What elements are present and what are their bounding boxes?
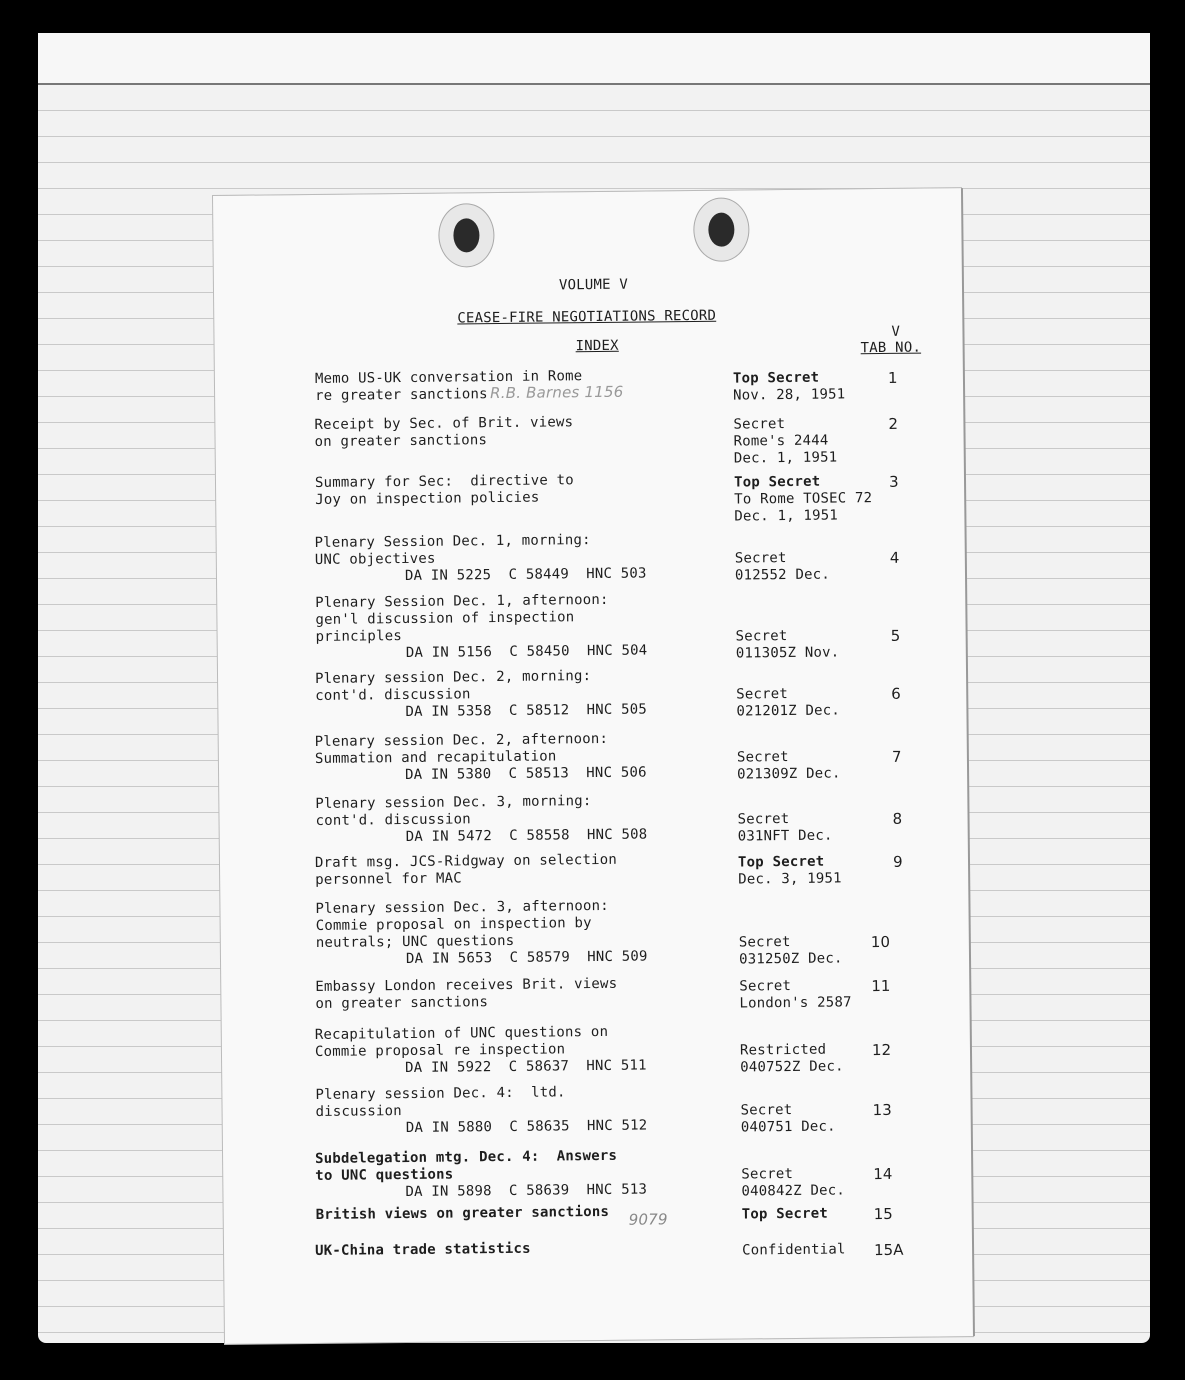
entry-tab-number: 4 <box>889 548 900 567</box>
record-title: CEASE-FIRE NEGOTIATIONS RECORD <box>457 307 717 327</box>
entry-classification: Secret <box>741 1165 794 1183</box>
entry-subject-line: on greater sanctions <box>314 432 488 450</box>
entry-tab-number: 7 <box>891 747 902 766</box>
entry-classification: Confidential <box>741 1241 846 1259</box>
entry-tab-number: 2 <box>888 414 899 433</box>
entry-message-refs: DA IN 5358 C 58512 HNC 505 <box>405 701 648 721</box>
entry-subject-line: Summation and recapitulation <box>314 748 557 767</box>
entry-subject-line: Receipt by Sec. of Brit. views <box>314 414 574 433</box>
entry-classification: Restricted <box>739 1041 827 1059</box>
entry-tab-number: 11 <box>871 976 891 996</box>
handwritten-annotation: R.B. Barnes 1156 <box>489 382 624 403</box>
entry-reference: 021201Z Dec. <box>736 702 841 720</box>
entry-subject-line: British views on greater sanctions <box>315 1203 610 1223</box>
entry-tab-number: 5 <box>890 626 901 645</box>
entry-reference: Dec. 1, 1951 <box>733 449 838 467</box>
punch-hole-right <box>708 213 734 247</box>
entry-reference: 040842Z Dec. <box>741 1182 846 1200</box>
entry-reference: To Rome TOSEC 72 <box>734 490 873 508</box>
entry-tab-number: 15A <box>873 1240 904 1260</box>
index-heading: INDEX <box>575 337 619 355</box>
entry-classification: Secret <box>739 977 792 995</box>
entry-subject-line: UNC objectives <box>314 550 436 568</box>
entry-reference: 040751 Dec. <box>740 1118 836 1136</box>
entry-message-refs: DA IN 5898 C 58639 HNC 513 <box>405 1181 648 1201</box>
entry-reference: Dec. 3, 1951 <box>738 870 842 888</box>
entry-reference: 040752Z Dec. <box>740 1058 844 1076</box>
entry-reference: London's 2587 <box>739 994 852 1012</box>
entry-reference: Rome's 2444 <box>733 432 829 450</box>
entry-subject-line: on greater sanctions <box>315 994 489 1012</box>
entry-subject-line: Commie proposal on inspection by <box>315 915 592 934</box>
entry-subject-line: cont'd. discussion <box>315 811 471 829</box>
entry-classification: Secret <box>736 749 789 766</box>
entry-subject-line: Plenary session Dec. 2, morning: <box>314 668 592 687</box>
entry-subject-line: Draft msg. JCS-Ridgway on selection <box>314 851 618 871</box>
entry-classification: Top Secret <box>741 1205 829 1223</box>
entry-subject-line: Plenary session Dec. 2, afternoon: <box>314 730 609 750</box>
entry-reference: 012552 Dec. <box>734 566 831 584</box>
entry-subject-line: Commie proposal re inspection <box>314 1041 566 1060</box>
entry-subject-line: gen'l discussion of inspection <box>315 609 575 628</box>
entry-classification: Secret <box>735 628 788 645</box>
entry-subject-line: Plenary session Dec. 4: ltd. <box>315 1084 566 1103</box>
entry-subject-line: Recapitulation of UNC questions on <box>314 1023 609 1043</box>
entry-tab-number: 6 <box>891 684 901 703</box>
entry-reference: 031250Z Dec. <box>738 950 843 968</box>
entry-subject-line: to UNC questions <box>315 1166 454 1184</box>
entry-classification: Top Secret <box>732 369 820 387</box>
entry-tab-number: 12 <box>871 1040 892 1060</box>
index-sheet <box>213 188 973 1344</box>
entry-classification: Secret <box>737 810 790 828</box>
margin-note: 9079 <box>628 1210 668 1229</box>
entry-subject-line: Summary for Sec: directive to <box>314 472 574 491</box>
entry-classification: Secret <box>733 416 786 433</box>
entry-classification: Top Secret <box>733 473 821 491</box>
entry-tab-number: 1 <box>887 368 898 387</box>
entry-tab-number: 10 <box>870 932 891 952</box>
entry-message-refs: DA IN 5922 C 58637 HNC 511 <box>405 1057 647 1077</box>
entry-subject-line: Plenary session Dec. 3, afternoon: <box>315 897 609 917</box>
entry-reference: 011305Z Nov. <box>735 644 840 662</box>
entry-classification: Secret <box>736 686 789 703</box>
entry-message-refs: DA IN 5472 C 58558 HNC 508 <box>405 826 648 846</box>
entry-tab-number: 15 <box>873 1204 893 1224</box>
entry-message-refs: DA IN 5880 C 58635 HNC 512 <box>405 1117 648 1137</box>
entry-message-refs: DA IN 5380 C 58513 HNC 506 <box>404 764 647 784</box>
entry-reference: Nov. 28, 1951 <box>733 386 846 404</box>
entry-subject-line: Memo US-UK conversation in Rome <box>314 368 583 387</box>
entry-tab-number: 13 <box>872 1100 892 1120</box>
tab-volume-label: V <box>891 323 901 340</box>
tab-no-heading: TAB NO. <box>860 339 922 357</box>
entry-subject-line: Plenary Session Dec. 1, morning: <box>314 532 591 551</box>
entry-subject-line: Plenary session Dec. 3, morning: <box>315 793 592 812</box>
entry-subject-line: Embassy London receives Brit. views <box>315 975 618 995</box>
entry-tab-number: 9 <box>892 852 903 871</box>
entry-classification: Secret <box>738 933 791 951</box>
top-band <box>38 33 1150 85</box>
entry-subject-line: principles <box>315 628 402 645</box>
entry-subject-line: Joy on inspection policies <box>315 489 540 508</box>
entry-tab-number: 14 <box>873 1164 893 1184</box>
entry-subject-line: UK-China trade statistics <box>314 1240 531 1259</box>
entry-message-refs: DA IN 5653 C 58579 HNC 509 <box>405 948 648 968</box>
entry-tab-number: 8 <box>892 809 903 828</box>
entry-subject-line: personnel for MAC <box>315 870 462 888</box>
entry-message-refs: DA IN 5156 C 58450 HNC 504 <box>405 642 648 662</box>
entry-message-refs: DA IN 5225 C 58449 HNC 503 <box>404 565 647 585</box>
entry-reference: Dec. 1, 1951 <box>734 507 839 525</box>
entry-classification: Top Secret <box>737 853 825 871</box>
entry-reference: 021309Z Dec. <box>737 765 841 783</box>
entry-classification: Secret <box>734 550 787 567</box>
entry-subject-line: Plenary Session Dec. 1, afternoon: <box>315 591 609 611</box>
entry-tab-number: 3 <box>888 472 899 491</box>
entry-reference: 031NFT Dec. <box>737 827 833 845</box>
entry-subject-line: neutrals; UNC questions <box>315 932 515 951</box>
entry-subject-line: re greater sanctions <box>315 386 488 404</box>
entry-subject-line: Subdelegation mtg. Dec. 4: Answers <box>315 1147 618 1167</box>
punch-hole-left <box>453 218 479 252</box>
entry-subject-line: discussion <box>315 1103 402 1120</box>
volume-label: VOLUME V <box>558 276 629 294</box>
entry-classification: Secret <box>740 1101 793 1119</box>
entry-subject-line: cont'd. discussion <box>315 686 471 704</box>
